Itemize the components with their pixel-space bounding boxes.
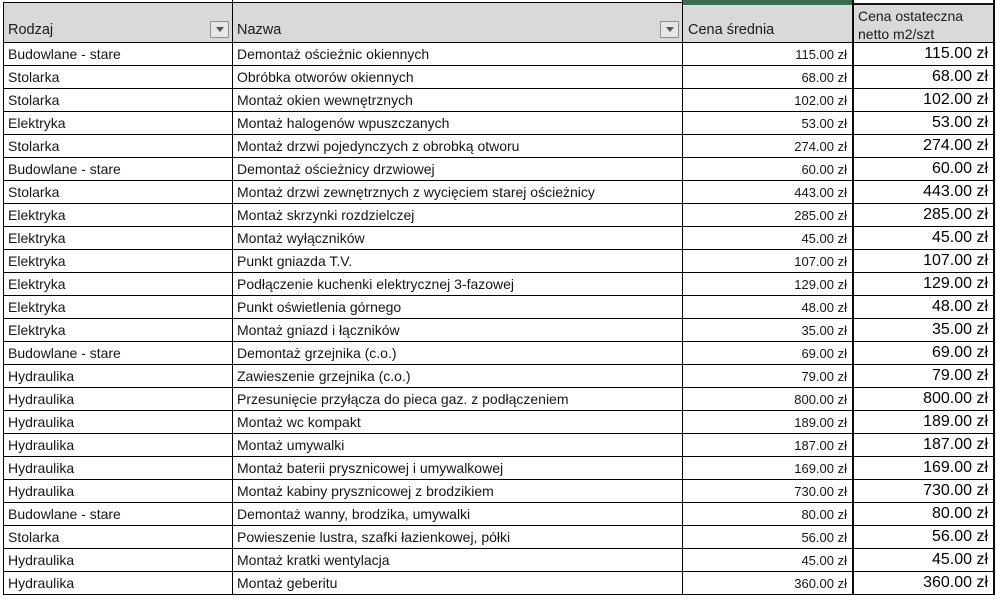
cell-nazwa[interactable]: Montaż halogenów wpuszczanych xyxy=(233,112,683,135)
cell-rodzaj[interactable]: Hydraulika xyxy=(4,411,233,434)
header-cell-cena-ostateczna[interactable] xyxy=(854,0,995,43)
cell-cena-srednia[interactable]: 274.00 zł xyxy=(683,135,854,158)
cell-cena-ostateczna[interactable]: 187.00 zł xyxy=(854,434,995,457)
cell-cena-ostateczna[interactable]: 60.00 zł xyxy=(854,158,995,181)
header-cell-rodzaj[interactable] xyxy=(3,0,233,43)
cell-nazwa[interactable]: Montaż skrzynki rozdzielczej xyxy=(233,204,683,227)
cell-cena-srednia[interactable]: 129.00 zł xyxy=(683,273,854,296)
cell-cena-ostateczna[interactable]: 79.00 zł xyxy=(854,365,995,388)
cell-nazwa[interactable]: Obróbka otworów okiennych xyxy=(233,66,683,89)
cell-cena-srednia[interactable]: 102.00 zł xyxy=(683,89,854,112)
cell-nazwa[interactable]: Demontaż ościeżnicy drzwiowej xyxy=(233,158,683,181)
header-label-cena-srednia: Cena średnia xyxy=(688,22,775,38)
cell-cena-ostateczna[interactable]: 443.00 zł xyxy=(854,181,995,204)
cell-nazwa[interactable]: Punkt gniazda T.V. xyxy=(233,250,683,273)
cell-cena-ostateczna[interactable]: 102.00 zł xyxy=(854,89,995,112)
cell-rodzaj[interactable]: Budowlane - stare xyxy=(4,342,233,365)
cell-cena-srednia[interactable]: 187.00 zł xyxy=(683,434,854,457)
cell-cena-srednia[interactable]: 60.00 zł xyxy=(683,158,854,181)
cell-rodzaj[interactable]: Elektryka xyxy=(4,319,233,342)
cell-cena-srednia[interactable]: 285.00 zł xyxy=(683,204,854,227)
cell-cena-srednia[interactable]: 80.00 zł xyxy=(683,503,854,526)
header-cell-cena-ostateczna-inner xyxy=(854,3,993,43)
cell-cena-ostateczna[interactable]: 69.00 zł xyxy=(854,342,995,365)
cell-rodzaj[interactable]: Hydraulika xyxy=(4,457,233,480)
cell-nazwa[interactable]: Powieszenie lustra, szafki łazienkowej, półki xyxy=(233,526,683,549)
nazwa-filter-button[interactable] xyxy=(660,21,679,38)
cell-nazwa[interactable]: Montaż okien wewnętrznych xyxy=(233,89,683,112)
cell-rodzaj[interactable]: Stolarka xyxy=(4,526,233,549)
cell-cena-ostateczna[interactable]: 68.00 zł xyxy=(854,66,995,89)
cell-cena-ostateczna[interactable]: 800.00 zł xyxy=(854,388,995,411)
cell-nazwa[interactable]: Montaż drzwi zewnętrznych z wycięciem starej ościeżnicy xyxy=(233,181,683,204)
cell-cena-ostateczna[interactable]: 53.00 zł xyxy=(854,112,995,135)
cell-cena-srednia[interactable]: 45.00 zł xyxy=(683,549,854,572)
cell-rodzaj[interactable]: Stolarka xyxy=(4,135,233,158)
cell-cena-ostateczna[interactable]: 274.00 zł xyxy=(854,135,995,158)
cell-cena-ostateczna[interactable]: 285.00 zł xyxy=(854,204,995,227)
header-cell-cena-srednia-inner xyxy=(683,0,852,43)
cell-rodzaj[interactable]: Elektryka xyxy=(4,250,233,273)
cell-nazwa[interactable]: Zawieszenie grzejnika (c.o.) xyxy=(233,365,683,388)
table-header-row xyxy=(3,0,996,43)
cell-cena-ostateczna[interactable]: 169.00 zł xyxy=(854,457,995,480)
cell-cena-ostateczna[interactable]: 35.00 zł xyxy=(854,319,995,342)
header-label-nazwa: Nazwa xyxy=(237,22,282,38)
rodzaj-filter-button[interactable] xyxy=(210,21,229,38)
cell-cena-ostateczna[interactable]: 360.00 zł xyxy=(854,572,995,595)
cell-cena-ostateczna[interactable]: 45.00 zł xyxy=(854,549,995,572)
cell-nazwa[interactable]: Demontaż wanny, brodzika, umywalki xyxy=(233,503,683,526)
cell-rodzaj[interactable]: Budowlane - stare xyxy=(4,503,233,526)
cell-nazwa[interactable]: Montaż drzwi pojedynczych z obrobką otworu xyxy=(233,135,683,158)
cell-cena-srednia[interactable]: 189.00 zł xyxy=(683,411,854,434)
cell-rodzaj[interactable]: Elektryka xyxy=(4,112,233,135)
cell-cena-ostateczna[interactable]: 730.00 zł xyxy=(854,480,995,503)
filter-dropdown-icon xyxy=(216,27,224,32)
cell-rodzaj[interactable]: Hydraulika xyxy=(4,388,233,411)
cell-nazwa[interactable]: Montaż geberitu xyxy=(233,572,683,595)
cell-rodzaj[interactable]: Elektryka xyxy=(4,296,233,319)
cell-cena-srednia[interactable]: 107.00 zł xyxy=(683,250,854,273)
cell-rodzaj[interactable]: Elektryka xyxy=(4,204,233,227)
cell-cena-srednia[interactable]: 730.00 zł xyxy=(683,480,854,503)
cell-nazwa[interactable]: Montaż wyłączników xyxy=(233,227,683,250)
cell-nazwa[interactable]: Montaż kratki wentylacja xyxy=(233,549,683,572)
cell-cena-srednia[interactable]: 69.00 zł xyxy=(683,342,854,365)
cell-cena-srednia[interactable]: 35.00 zł xyxy=(683,319,854,342)
table-body xyxy=(3,43,996,595)
cell-cena-ostateczna[interactable]: 107.00 zł xyxy=(854,250,995,273)
cell-rodzaj[interactable]: Hydraulika xyxy=(4,572,233,595)
cell-nazwa[interactable]: Montaż wc kompakt xyxy=(233,411,683,434)
cell-rodzaj[interactable]: Hydraulika xyxy=(4,434,233,457)
header-label-cena-ostateczna-line2: netto m2/szt xyxy=(858,26,935,42)
cell-cena-srednia[interactable]: 53.00 zł xyxy=(683,112,854,135)
cell-rodzaj[interactable]: Stolarka xyxy=(4,89,233,112)
cell-rodzaj[interactable]: Budowlane - stare xyxy=(4,158,233,181)
cell-cena-ostateczna[interactable]: 56.00 zł xyxy=(854,526,995,549)
cell-nazwa[interactable]: Montaż kabiny prysznicowej z brodzikiem xyxy=(233,480,683,503)
cell-cena-srednia[interactable]: 56.00 zł xyxy=(683,526,854,549)
cell-cena-ostateczna[interactable]: 80.00 zł xyxy=(854,503,995,526)
cell-rodzaj[interactable]: Hydraulika xyxy=(4,480,233,503)
cell-cena-ostateczna[interactable]: 45.00 zł xyxy=(854,227,995,250)
cell-nazwa[interactable]: Punkt oświetlenia górnego xyxy=(233,296,683,319)
header-cell-nazwa-inner xyxy=(233,2,682,43)
header-label-cena-ostateczna-line1: Cena ostateczna xyxy=(858,8,964,24)
cell-nazwa[interactable]: Przesunięcie przyłącza do pieca gaz. z podłączeniem xyxy=(233,388,683,411)
cell-cena-srednia[interactable]: 115.00 zł xyxy=(683,43,854,66)
cell-cena-srednia[interactable]: 79.00 zł xyxy=(683,365,854,388)
header-label-rodzaj: Rodzaj xyxy=(8,22,54,38)
cell-cena-srednia[interactable]: 443.00 zł xyxy=(683,181,854,204)
filter-dropdown-icon xyxy=(666,27,674,32)
cell-nazwa[interactable]: Montaż gniazd i łączników xyxy=(233,319,683,342)
cell-cena-srednia[interactable]: 48.00 zł xyxy=(683,296,854,319)
cell-cena-srednia[interactable]: 68.00 zł xyxy=(683,66,854,89)
cell-rodzaj[interactable]: Hydraulika xyxy=(4,365,233,388)
cell-nazwa[interactable]: Montaż baterii prysznicowej i umywalkowej xyxy=(233,457,683,480)
cell-cena-srednia[interactable]: 800.00 zł xyxy=(683,388,854,411)
cell-nazwa[interactable]: Demontaż grzejnika (c.o.) xyxy=(233,342,683,365)
cell-rodzaj[interactable]: Elektryka xyxy=(4,273,233,296)
cell-nazwa[interactable]: Demontaż ościeżnic okiennych xyxy=(233,43,683,66)
cell-rodzaj[interactable]: Budowlane - stare xyxy=(4,43,233,66)
cell-rodzaj[interactable]: Stolarka xyxy=(4,181,233,204)
cell-rodzaj[interactable]: Elektryka xyxy=(4,227,233,250)
cell-nazwa[interactable]: Montaż umywalki xyxy=(233,434,683,457)
cell-cena-ostateczna[interactable]: 48.00 zł xyxy=(854,296,995,319)
cell-cena-srednia[interactable]: 360.00 zł xyxy=(683,572,854,595)
header-label-cena-ostateczna xyxy=(858,7,990,43)
cell-cena-ostateczna[interactable]: 189.00 zł xyxy=(854,411,995,434)
header-cell-rodzaj-inner xyxy=(3,2,232,43)
cell-cena-ostateczna[interactable]: 129.00 zł xyxy=(854,273,995,296)
cell-rodzaj[interactable]: Stolarka xyxy=(4,66,233,89)
cell-rodzaj[interactable]: Hydraulika xyxy=(4,549,233,572)
header-cell-nazwa[interactable] xyxy=(233,0,683,43)
cell-cena-srednia[interactable]: 45.00 zł xyxy=(683,227,854,250)
cell-cena-srednia[interactable]: 169.00 zł xyxy=(683,457,854,480)
cell-nazwa[interactable]: Podłączenie kuchenki elektrycznej 3-fazowej xyxy=(233,273,683,296)
cell-cena-ostateczna[interactable]: 115.00 zł xyxy=(854,43,995,66)
header-cell-cena-srednia[interactable] xyxy=(683,0,854,43)
